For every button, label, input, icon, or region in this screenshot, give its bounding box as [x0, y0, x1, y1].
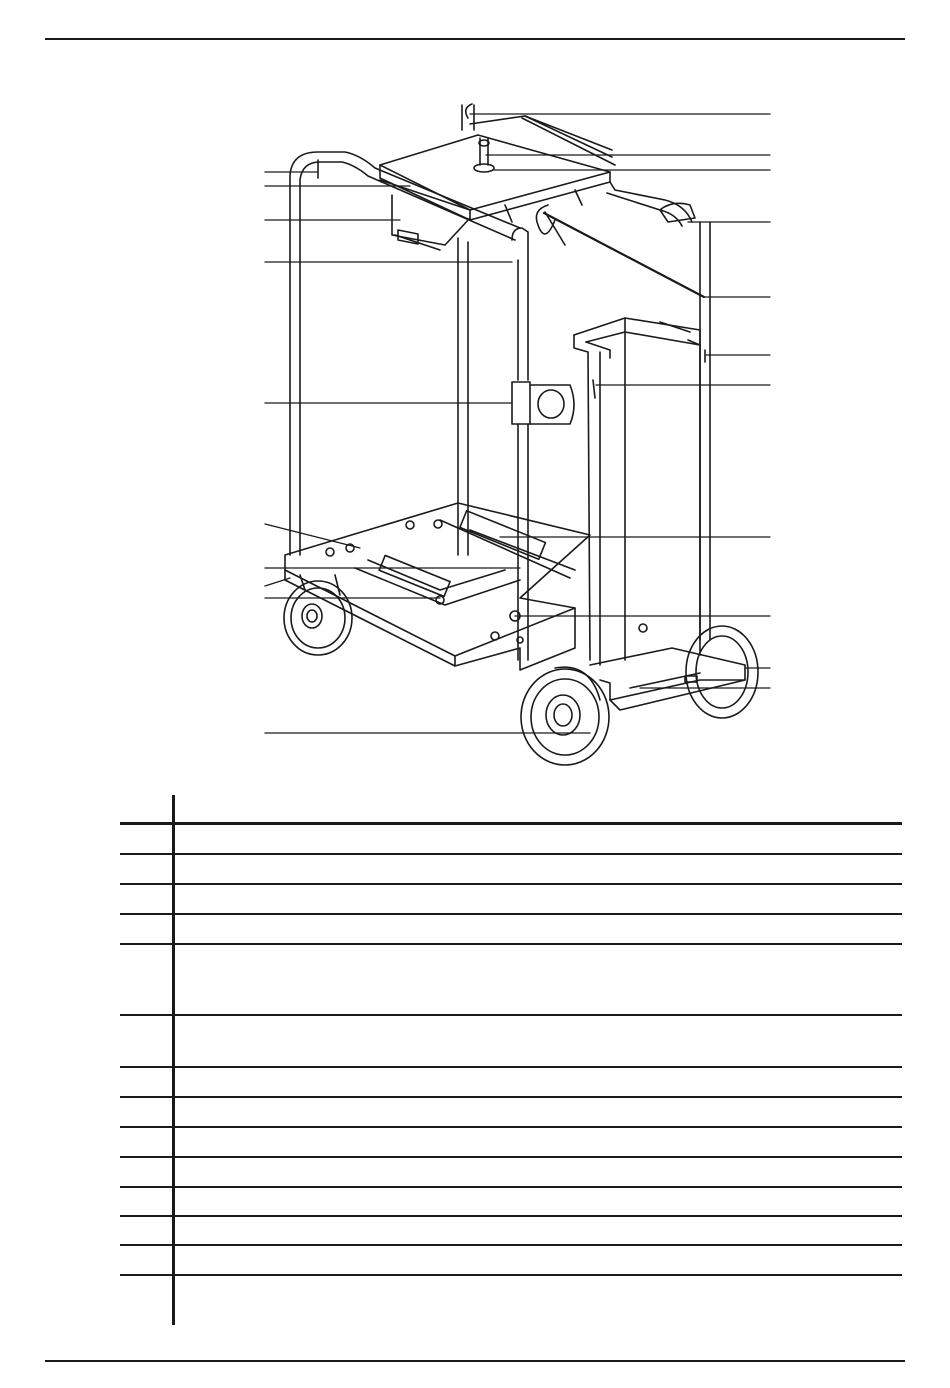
table-header-rule [120, 822, 902, 825]
top-shelf [380, 104, 692, 250]
cylinder-rack [574, 318, 745, 710]
left-callouts [265, 172, 590, 733]
table-row-rule [120, 1156, 902, 1158]
table-row-rule [120, 913, 902, 915]
footer-rule [45, 1360, 905, 1362]
parts-table [120, 795, 902, 1325]
left-frame [290, 152, 520, 555]
table-row-rule [120, 1014, 902, 1016]
table-row-rule [120, 943, 902, 945]
right-callouts [470, 114, 770, 688]
table-row-rule [120, 1066, 902, 1068]
table-row-rule [120, 1244, 902, 1246]
table-row-rule [120, 853, 902, 855]
middle-pole [512, 205, 704, 660]
table-row-rule [120, 1274, 902, 1276]
table-row-rule [120, 1186, 902, 1188]
right-frame [660, 203, 710, 640]
table-row-rule [120, 1126, 902, 1128]
table-row-rule [120, 1215, 902, 1217]
table-row-rule [120, 883, 902, 885]
table-row-rule [120, 1096, 902, 1098]
callout-left-8 [265, 578, 290, 586]
